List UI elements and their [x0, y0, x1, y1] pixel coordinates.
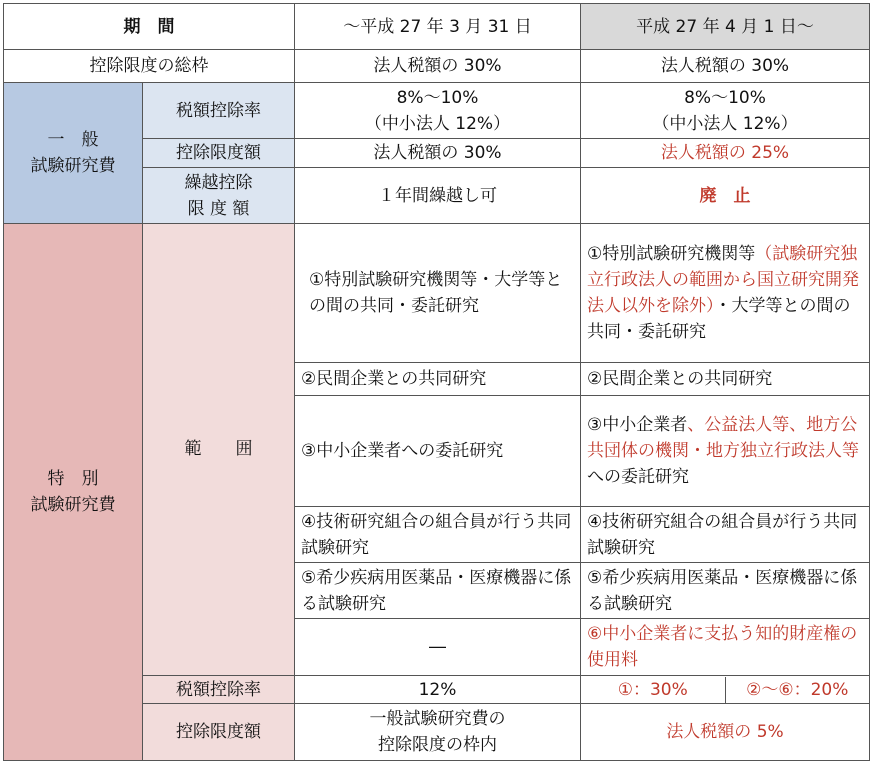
special-label-line1: 特 別 — [47, 469, 99, 489]
general-label-line1: 一 般 — [47, 130, 99, 150]
special-rate-after-split — [581, 677, 869, 703]
general-rate-after-line1: 8%～10% — [684, 87, 766, 108]
header-row — [4, 4, 870, 50]
scope4-after: ④技術研究組合の組合員が行う共同試験研究 — [581, 507, 870, 563]
general-label-line2: 試験研究費 — [30, 156, 116, 176]
special-rate-after-a: ①：30% — [581, 677, 726, 703]
scope6-after: ⑥中小企業者に支払う知的財産権の使用料 — [581, 619, 870, 676]
scope1-after-red: （試験研究独立行政法人の範囲から国立研究開発法人以外を除外） — [587, 244, 859, 316]
scope1-after — [581, 224, 870, 363]
carryover-label-line2: 限 度 額 — [187, 198, 250, 219]
total-limit-label: 控除限度の総枠 — [4, 50, 295, 83]
general-rate-after-line2: （中小法人 12%） — [652, 113, 798, 134]
special-scope-row1 — [4, 224, 870, 363]
general-carryover-before: １年間繰越し可 — [295, 168, 581, 224]
special-limit-before — [295, 704, 581, 761]
general-carryover-label — [143, 168, 295, 224]
scope3-after-text2: への委託研究 — [587, 467, 689, 487]
special-scope-label: 範 囲 — [143, 224, 295, 676]
special-label-line2: 試験研究費 — [30, 495, 116, 515]
tax-credit-comparison-table — [3, 3, 870, 761]
general-rate-after — [581, 83, 870, 139]
after-header: 平成 27 年 4 月 1 日～ — [581, 4, 870, 50]
scope3-after-red: 、公益法人等、地方公共団体の機関・地方独立行政法人等 — [587, 415, 859, 461]
general-limit-label: 控除限度額 — [143, 139, 295, 168]
special-category — [4, 224, 143, 761]
scope1-after-text1: ①特別試験研究機関等 — [587, 244, 756, 264]
scope2-after: ②民間企業との共同研究 — [581, 363, 870, 396]
special-rate-label: 税額控除率 — [143, 676, 295, 704]
scope6-before: ― — [295, 619, 581, 676]
scope2-before: ②民間企業との共同研究 — [295, 363, 581, 396]
total-limit-before: 法人税額の 30% — [295, 50, 581, 83]
special-limit-after: 法人税額の 5% — [581, 704, 870, 761]
general-rate-label: 税額控除率 — [143, 83, 295, 139]
total-limit-row — [4, 50, 870, 83]
before-header: ～平成 27 年 3 月 31 日 — [295, 4, 581, 50]
special-rate-after — [581, 676, 870, 704]
period-header: 期 間 — [4, 4, 295, 50]
general-rate-before-line1: 8%～10% — [396, 87, 479, 108]
general-rate-before — [295, 83, 581, 139]
general-carryover-after: 廃 止 — [581, 168, 870, 224]
scope5-before: ⑤希少疾病用医薬品・医療機器に係る試験研究 — [295, 563, 581, 619]
general-rate-row — [4, 83, 870, 139]
scope1-before: ①特別試験研究機関等・大学等との間の共同・委託研究 — [295, 224, 581, 363]
scope1-after-text2: ・大学等との間の共同・委託研究 — [587, 296, 851, 342]
general-limit-after: 法人税額の 25% — [581, 139, 870, 168]
special-limit-before-line2: 控除限度の枠内 — [378, 735, 497, 755]
carryover-label-line1: 繰越控除 — [184, 172, 253, 193]
special-limit-before-line1: 一般試験研究費の — [369, 709, 506, 729]
scope5-after: ⑤希少疾病用医薬品・医療機器に係る試験研究 — [581, 563, 870, 619]
scope3-after — [581, 396, 870, 507]
total-limit-after: 法人税額の 30% — [581, 50, 870, 83]
special-limit-label: 控除限度額 — [143, 704, 295, 761]
special-rate-before: 12% — [295, 676, 581, 704]
general-limit-before: 法人税額の 30% — [295, 139, 581, 168]
scope3-before: ③中小企業者への委託研究 — [295, 396, 581, 507]
special-rate-after-b: ②～⑥：20% — [746, 679, 849, 700]
general-rate-before-line2: （中小法人 12%） — [364, 113, 511, 134]
scope4-before: ④技術研究組合の組合員が行う共同試験研究 — [295, 507, 581, 563]
scope3-after-text1: ③中小企業者 — [587, 415, 688, 435]
general-category — [4, 83, 143, 224]
